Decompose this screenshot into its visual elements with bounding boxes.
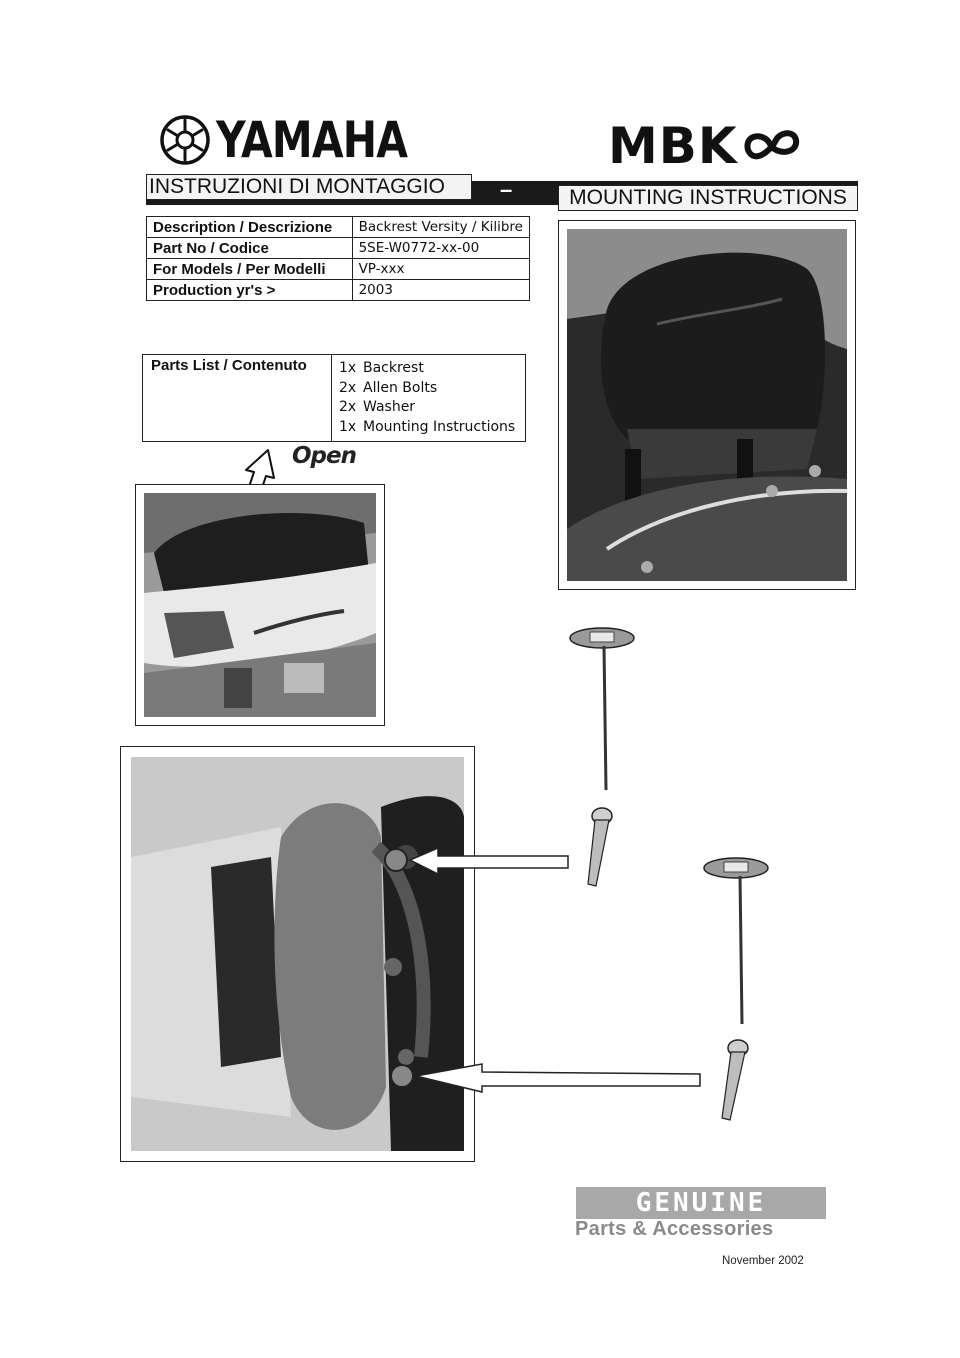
parts-list-box [142,354,526,442]
yamaha-logo [160,112,449,168]
mbk-emblem-icon [740,124,806,168]
backrest-photo [558,220,856,590]
header-separator: – [500,177,513,202]
bolt-point-marker [385,849,407,871]
info-label: Production yr's > [147,280,353,301]
info-value: Backrest Versity / Kilibre [352,217,529,238]
parts-list-divider [331,355,332,441]
bolt-arrow-upper [410,848,568,874]
header-title-italian: INSTRUZIONI DI MONTAGGIO [146,174,472,200]
allen-key-icon [570,628,634,790]
info-value: VP-xxx [352,259,529,280]
table-row [147,259,530,280]
table-row [147,280,530,301]
bolt-point-marker [391,1065,413,1087]
product-info-table [146,216,530,301]
info-label: Description / Descrizione [147,217,353,238]
table-row [147,217,530,238]
info-value: 5SE-W0772-xx-00 [352,238,529,259]
part-qty: 1x [339,360,357,376]
yamaha-wordmark: YAMAHA [216,111,408,169]
list-item [339,418,515,438]
allen-bolt-icon [722,1040,748,1120]
seat-open-photo-image [144,493,376,717]
parts-list-title: Parts List / Contenuto [151,357,307,374]
table-row [147,238,530,259]
info-label: Part No / Codice [147,238,353,259]
part-qty: 2x [339,379,357,396]
list-item [339,398,515,418]
list-item [339,379,515,399]
info-value: 2003 [352,280,529,301]
document-date: November 2002 [722,1255,804,1267]
tools-illustration [560,620,860,1130]
backrest-photo-image [567,229,847,581]
header-title-english: MOUNTING INSTRUCTIONS [558,185,858,211]
part-name: Backrest [363,360,424,376]
yamaha-tuning-fork-icon [160,115,210,165]
part-qty: 2x [339,399,357,415]
info-label: For Models / Per Modelli [147,259,353,280]
allen-bolt-icon [588,808,612,886]
seat-open-photo [135,484,385,726]
parts-accessories-text: Parts & Accessories [575,1218,774,1240]
mbk-wordmark: MBK [608,117,738,175]
list-item [339,359,515,379]
part-name: Mounting Instructions [363,418,516,435]
part-name: Allen Bolts [363,379,438,396]
genuine-logo-text: GENUINE [635,1188,767,1218]
part-qty: 1x [339,418,357,435]
open-label: Open [292,443,356,469]
allen-key-icon [704,858,768,1024]
part-name: Washer [363,399,416,415]
parts-list-items [339,359,515,437]
mbk-logo [608,117,806,175]
